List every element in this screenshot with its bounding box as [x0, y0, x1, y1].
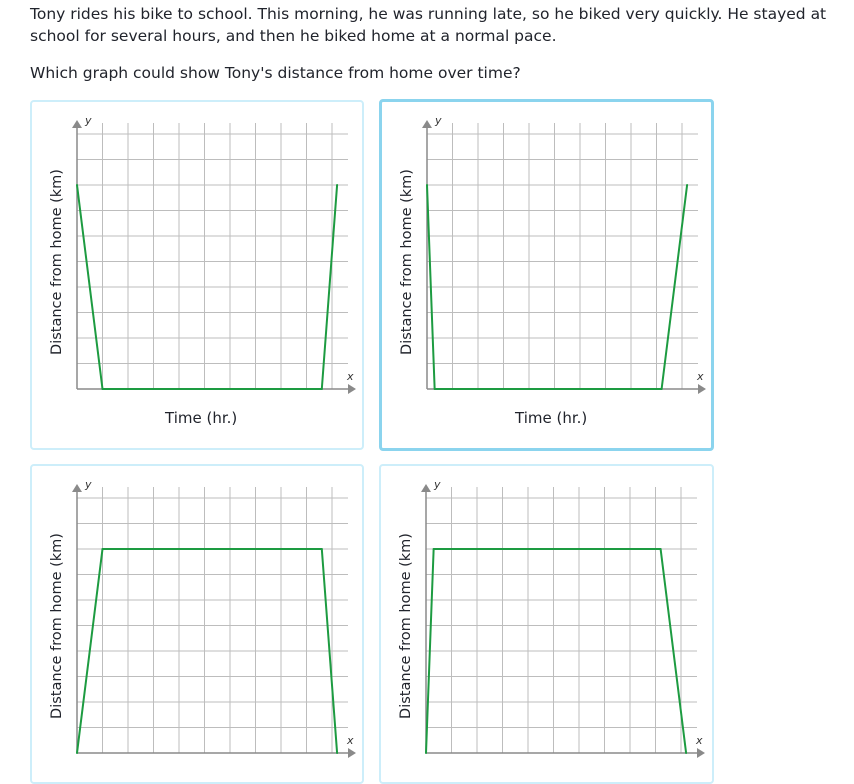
data-point [76, 184, 78, 186]
answer-choice-3[interactable] [30, 464, 364, 784]
line-chart [382, 102, 714, 451]
line-chart [381, 466, 714, 784]
data-point [433, 548, 435, 550]
x-axis-letter: x [347, 734, 354, 747]
y-axis-letter: y [85, 478, 92, 491]
data-point [336, 184, 338, 186]
y-axis-label: Distance from home (km) [49, 533, 65, 719]
line-chart [32, 466, 364, 784]
data-point [321, 548, 323, 550]
data-point [76, 752, 78, 754]
y-axis-label: Distance from home (km) [49, 169, 65, 355]
x-axis-arrow [348, 384, 356, 394]
data-point [686, 184, 688, 186]
data-point [425, 752, 427, 754]
answer-choice-4[interactable] [379, 464, 714, 784]
data-point [102, 388, 104, 390]
question-ask: Which graph could show Tony's distance from home over time? [30, 64, 521, 82]
data-point [336, 752, 338, 754]
y-axis-arrow [72, 484, 82, 492]
x-axis-letter: x [347, 370, 354, 383]
y-axis-letter: y [435, 114, 442, 127]
y-axis-arrow [422, 120, 432, 128]
question-prompt: Tony rides his bike to school. This morning, he was running late, so he biked very quickly. He stayed at school for several hours, and then he biked home at a normal pace. [30, 5, 827, 45]
x-axis-letter: x [697, 370, 704, 383]
x-axis-arrow [348, 748, 356, 758]
y-axis-arrow [72, 120, 82, 128]
x-axis-label: Time (hr.) [165, 409, 238, 427]
answer-choice-2[interactable] [379, 99, 714, 451]
data-point [434, 388, 436, 390]
answer-choice-1[interactable] [30, 100, 364, 450]
x-axis-arrow [698, 384, 706, 394]
x-axis-arrow [697, 748, 705, 758]
data-point [426, 184, 428, 186]
data-point [660, 548, 662, 550]
data-point [661, 388, 663, 390]
y-axis-label: Distance from home (km) [398, 533, 414, 719]
data-point [102, 548, 104, 550]
y-axis-letter: y [434, 478, 441, 491]
x-axis-letter: x [696, 734, 703, 747]
data-point [321, 388, 323, 390]
line-chart [32, 102, 364, 450]
x-axis-label: Time (hr.) [515, 409, 588, 427]
y-axis-letter: y [85, 114, 92, 127]
data-point [685, 752, 687, 754]
y-axis-label: Distance from home (km) [399, 169, 415, 355]
y-axis-arrow [421, 484, 431, 492]
